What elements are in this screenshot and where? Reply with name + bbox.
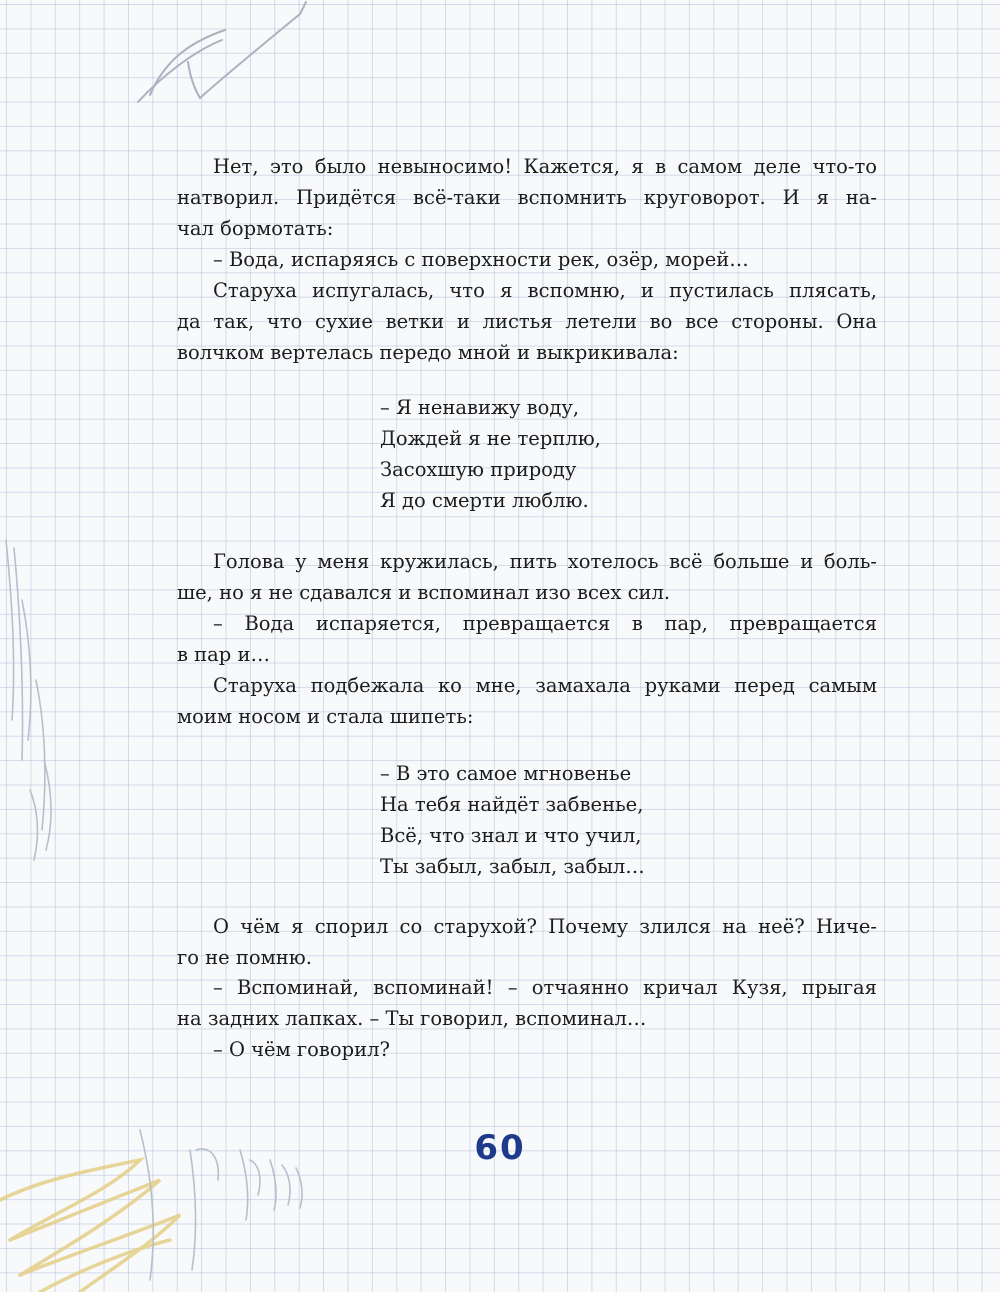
text-line: – Вспоминай, вспоминай! – отчаянно кричал Кузя, прыгая <box>213 976 877 999</box>
text-line: О чём я спорил со старухой? Почему злился на неё? Ниче- <box>213 915 877 938</box>
poem-line: – Я ненавижу воду, <box>380 396 580 419</box>
poem-line: Ты забыл, забыл, забыл… <box>380 855 645 878</box>
poem-line: Всё, что знал и что учил, <box>380 824 642 847</box>
paragraph-5 <box>177 911 877 973</box>
text-line: Старуха испугалась, что я вспомню, и пустилась плясать, <box>213 279 877 302</box>
text-line: Голова у меня кружилась, пить хотелось всё больше и боль- <box>213 550 877 573</box>
text-line: – Вода, испаряясь с поверхности рек, озёр, морей… <box>213 248 749 271</box>
poem-line: Дождей я не терплю, <box>380 427 601 450</box>
poem-1 <box>380 392 601 516</box>
top-scribble-icon <box>138 2 306 102</box>
text-line: – О чём говорил? <box>213 1038 390 1061</box>
bottom-yellow-scribble-icon <box>0 1160 180 1292</box>
dialogue-2 <box>177 608 877 670</box>
text-line: чал бормотать: <box>177 217 334 240</box>
poem-line: Засохшую природу <box>380 458 577 481</box>
text-line: на задних лапках. – Ты говорил, вспоминал… <box>177 1007 647 1030</box>
poem-2 <box>380 758 645 882</box>
dialogue-4 <box>177 1034 877 1065</box>
text-line: натворил. Придётся всё-таки вспомнить круговорот. И я на- <box>177 186 877 209</box>
paragraph-4 <box>177 670 877 732</box>
paragraph-3 <box>177 546 877 608</box>
dialogue-3 <box>177 972 877 1034</box>
page-number: 60 <box>474 1128 526 1168</box>
text-line: – Вода испаряется, превращается в пар, превращается <box>213 612 877 635</box>
left-scribble-icon <box>6 540 51 860</box>
poem-line: Я до смерти люблю. <box>380 489 589 512</box>
text-line: моим носом и стала шипеть: <box>177 705 474 728</box>
poem-line: – В это самое мгновенье <box>380 762 632 785</box>
paragraph-2 <box>177 275 877 368</box>
paragraph-1 <box>177 151 877 244</box>
text-line: в пар и… <box>177 643 270 666</box>
text-line: да так, что сухие ветки и листья летели во все стороны. Она <box>177 310 877 333</box>
text-line: го не помню. <box>177 946 312 969</box>
text-line: ше, но я не сдавался и вспоминал изо всех сил. <box>177 581 671 604</box>
text-line: волчком вертелась передо мной и выкрикивала: <box>177 341 679 364</box>
text-line: Нет, это было невыносимо! Кажется, я в самом деле что-то <box>213 155 877 178</box>
text-line: Старуха подбежала ко мне, замахала руками перед самым <box>213 674 877 697</box>
dialogue-1 <box>177 244 877 275</box>
poem-line: На тебя найдёт забвенье, <box>380 793 644 816</box>
